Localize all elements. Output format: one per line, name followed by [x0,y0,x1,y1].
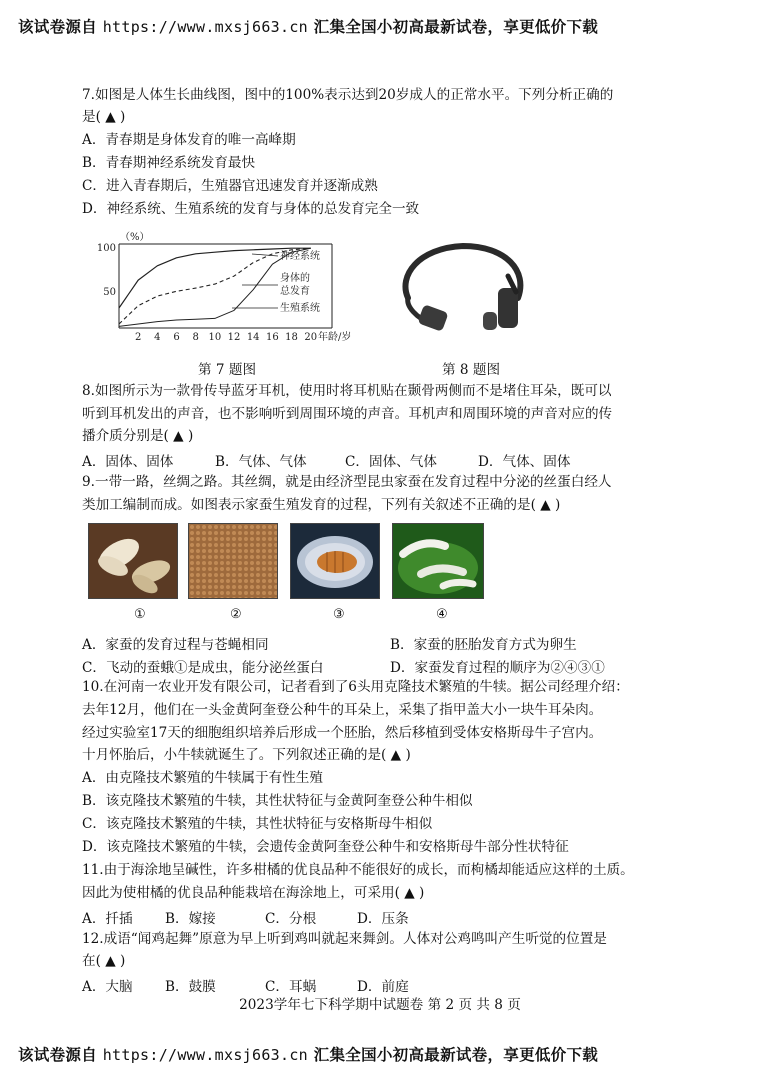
banner-prefix: 该试卷源自 [18,1045,103,1064]
q12-option-b: B．鼓膜 [165,979,216,995]
q8-option-c: C．固体、气体 [345,454,437,470]
x-axis-label: 年龄/岁 [318,332,352,343]
q11-option-b: B．嫁接 [165,911,216,927]
q10-stem-line2: 去年12月，他们在一头金黄阿奎登公种牛的耳朵上，采集了指甲盖大小一块牛耳朵肉。 [82,702,603,718]
x-tick-20: 20 [304,332,318,343]
bone-conduction-headphone-image [388,236,538,336]
banner-url-link[interactable]: https://www.mxsj663.cn [102,1046,308,1064]
q10-option-b: B．该克隆技术繁殖的牛犊，其性状特征与金黄阿奎登公种牛相似 [82,793,473,809]
q8-stem-line2: 听到耳机发出的声音，也不影响听到周围环境的声音。耳机声和周围环境的声音对应的传 [82,406,613,422]
photo-1-moths [88,523,178,599]
leader-line-nerve [252,254,278,256]
y-tick-50: 50 [103,287,116,298]
q9-option-c: C．飞动的蚕蛾①是成虫，能分泌丝蛋白 [82,660,324,676]
x-tick-8: 8 [192,332,199,343]
q7-option-b: B．青春期神经系统发育最快 [82,155,256,171]
q8-option-d: D．气体、固体 [478,454,571,470]
q8-option-b: B．气体、气体 [215,454,307,470]
q12-stem-line1: 12.成语“闻鸡起舞”原意为早上听到鸡叫就起来舞剑。人体对公鸡鸣叫产生听觉的位置是 [82,931,607,947]
q9-option-b: B．家蚕的胚胎发育方式为卵生 [390,637,577,653]
q11-stem-line2: 因此为使柑橘的优良品种能栽培在海涂地上，可采用( ▲ ) [82,885,425,901]
series-label-nerve: 神经系统 [280,251,320,262]
photo-number-4: ④ [436,607,448,622]
q8-stem-line3: 播介质分别是( ▲ ) [82,428,194,444]
q12-stem-line2: 在( ▲ ) [82,953,126,969]
caption-fig7: 第 7 题图 [198,362,257,378]
q7-option-d: D．神经系统、生殖系统的发育与身体的总发育完全一致 [82,201,420,217]
photo-number-3: ③ [333,607,345,622]
q9-stem-line1: 9.一带一路，丝绸之路。其丝绸，就是由经济型昆虫家蚕在发育过程中分泌的丝蛋白经人 [82,474,612,490]
q11-option-d: D．压条 [357,911,409,927]
q7-option-c: C．进入青春期后，生殖器官迅速发育并逐渐成熟 [82,178,378,194]
banner-suffix: 汇集全国小初高最新试卷，享更低价下载 [307,17,599,36]
bottom-source-banner [18,1043,598,1065]
x-tick-16: 16 [265,332,279,343]
q10-stem-line1: 10.在河南一农业开发有限公司，记者看到了6头用克隆技术繁殖的牛犊。据公司经理介绍： [82,679,629,695]
q8-option-a: A．固体、固体 [82,454,174,470]
q8-stem-line1: 8.如图所示为一款骨传导蓝牙耳机，使用时将耳机贴在颞骨两侧而不是堵住耳朵，既可以 [82,383,612,399]
x-tick-2: 2 [134,332,142,343]
caption-fig8: 第 8 题图 [442,362,501,378]
x-tick-18: 18 [285,332,298,343]
q7-option-a: A．青春期是身体发育的唯一高峰期 [82,132,296,148]
photo-number-2: ② [230,607,242,622]
growth-curve-chart [92,228,372,350]
x-tick-10: 10 [208,332,222,343]
q10-stem-line4: 十月怀胎后，小牛犊就诞生了。下列叙述正确的是( ▲ ) [82,747,411,763]
photo-3-pupa [290,523,380,599]
q12-option-a: A．大脑 [82,979,133,995]
q11-option-c: C．分根 [265,911,317,927]
y-unit-label: （%） [120,232,150,243]
top-source-banner [18,15,598,37]
q7-stem-line2: 是( ▲ ) [82,109,126,125]
y-tick-100: 100 [96,243,116,254]
q10-option-c: C．该克隆技术繁殖的牛犊，其性状特征与安格斯母牛相似 [82,816,433,832]
q11-option-a: A．扦插 [82,911,133,927]
q11-stem-line1: 11.由于海涂地呈碱性，许多柑橘的优良品种不能很好的成长，而枸橘却能适应这样的土质。 [82,862,634,878]
x-tick-4: 4 [154,332,161,343]
q7-stem-line1: 7.如图是人体生长曲线图，图中的100%表示达到20岁成人的正常水平。下列分析正确的 [82,87,614,103]
x-tick-14: 14 [246,332,260,343]
series-label-repro: 生殖系统 [280,303,320,314]
page-footer: 2023学年七下科学期中试题卷 第 2 页 共 8 页 [239,997,521,1013]
q9-stem-line2: 类加工编制而成。如图表示家蚕生殖发育的过程，下列有关叙述不正确的是( ▲ ) [82,497,561,513]
q12-option-d: D．前庭 [357,979,409,995]
q10-stem-line3: 经过实验室17天的细胞组织培养后形成一个胚胎，然后移植到受体安格斯母牛子宫内。 [82,725,603,741]
photo-4-larvae [392,523,484,599]
q9-option-a: A．家蚕的发育过程与苍蝇相同 [82,637,269,653]
banner-suffix: 汇集全国小初高最新试卷，享更低价下载 [307,1045,599,1064]
q10-option-d: D．该克隆技术繁殖的牛犊，会遗传金黄阿奎登公种牛和安格斯母牛部分性状特征 [82,839,569,855]
photo-number-1: ① [134,607,146,622]
q9-option-d: D．家蚕发育过程的顺序为②④③① [390,660,605,676]
series-label-body-line1: 身体的 [280,273,310,284]
q12-option-c: C．耳蜗 [265,979,317,995]
q10-option-a: A．由克隆技术繁殖的牛犊属于有性生殖 [82,770,323,786]
photo-2-eggs [188,523,278,599]
banner-url-link[interactable]: https://www.mxsj663.cn [102,18,308,36]
series-label-body-line2: 总发育 [280,286,310,297]
x-tick-12: 12 [227,332,241,343]
banner-prefix: 该试卷源自 [18,17,103,36]
x-tick-6: 6 [173,332,180,343]
